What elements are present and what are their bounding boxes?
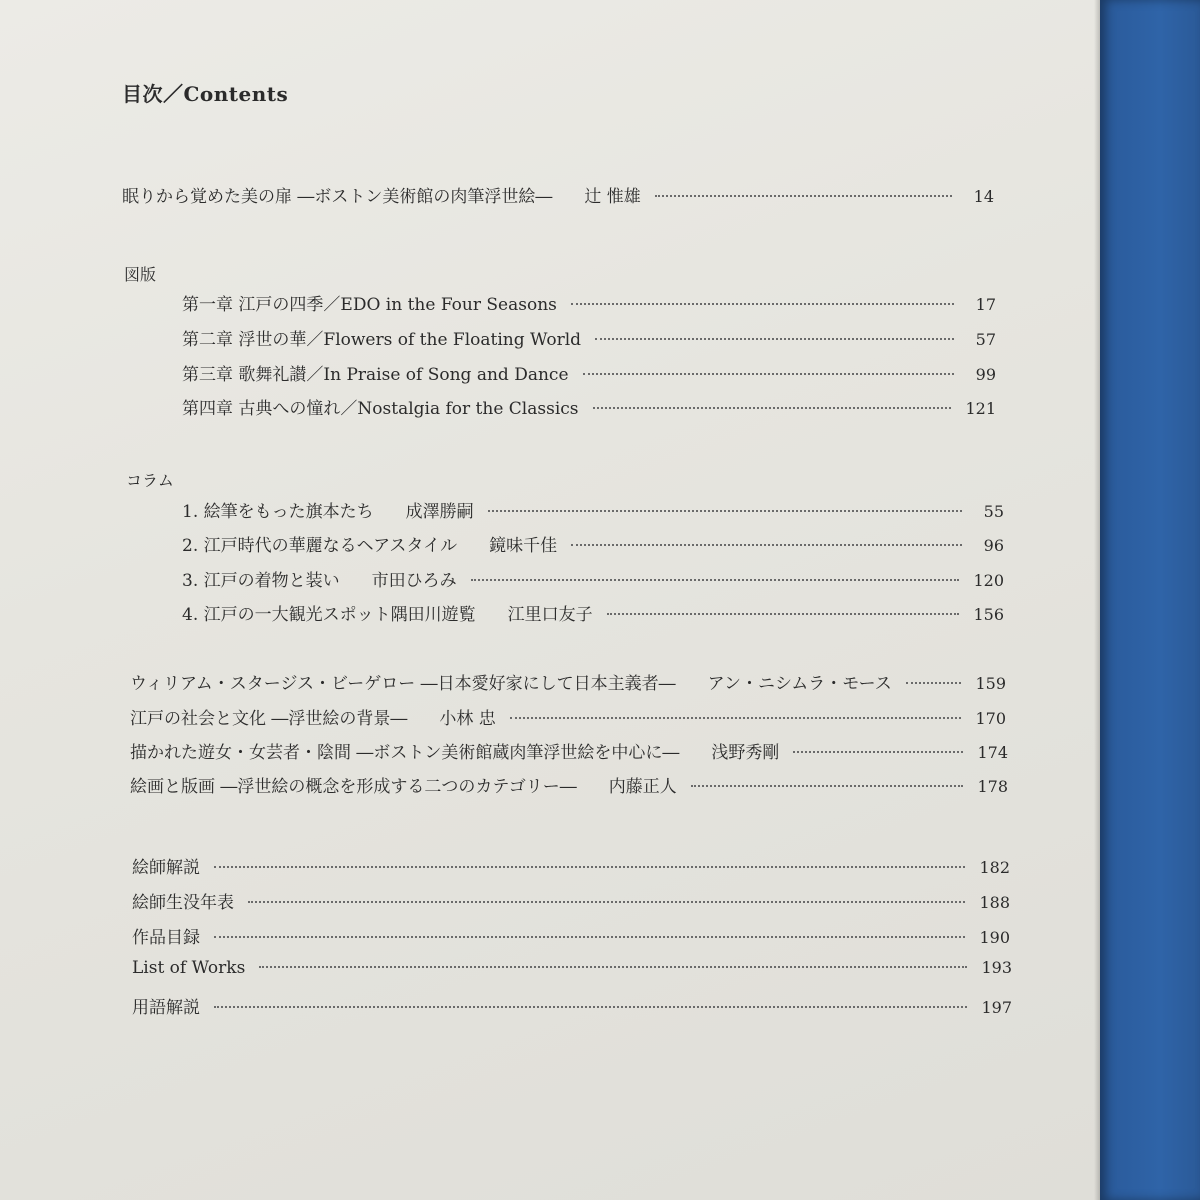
entry-author: 鏡味千佳 <box>489 536 558 556</box>
dot-leader <box>214 865 965 868</box>
entry-author: 辻 惟雄 <box>584 187 641 207</box>
entry-page: 14 <box>973 187 994 206</box>
entry-title: 第三章 歌舞礼讃／In Praise of Song and Dance <box>182 365 569 385</box>
dot-leader <box>471 578 960 581</box>
entry-page: 120 <box>973 571 1004 590</box>
entry-page: 57 <box>975 330 996 349</box>
toc-entry <box>182 531 1004 556</box>
dot-leader <box>214 1005 967 1008</box>
toc-entry <box>182 600 1004 625</box>
dot-leader <box>906 681 962 684</box>
entry-author: 小林 忠 <box>439 709 496 729</box>
entry-page: 99 <box>975 365 996 384</box>
dot-leader <box>510 716 962 719</box>
entry-page: 17 <box>975 295 996 314</box>
entry-title: 眠りから覚めた美の扉 ―ボストン美術館の肉筆浮世絵― <box>122 187 553 207</box>
dot-leader <box>691 784 964 787</box>
entry-title: 絵師解説 <box>132 858 200 878</box>
dot-leader <box>655 194 952 197</box>
entry-author: 市田ひろみ <box>371 571 457 591</box>
entry-title: 用語解説 <box>132 998 200 1018</box>
toc-entry <box>132 888 1010 913</box>
entry-page: 156 <box>973 605 1004 624</box>
entry-page: 55 <box>983 502 1004 521</box>
entry-title: 第四章 古典への憧れ／Nostalgia for the Classics <box>182 399 579 419</box>
toc-entry <box>132 923 1010 948</box>
dot-leader <box>593 406 952 409</box>
entry-author: 江里口友子 <box>507 605 593 625</box>
entry-page: 159 <box>975 674 1006 693</box>
entry-author: 浅野秀剛 <box>711 743 780 763</box>
entry-title: 絵画と版画 ―浮世絵の概念を形成する二つのカテゴリー― <box>130 777 577 797</box>
toc-entry <box>130 669 1006 694</box>
toc-entry <box>182 325 996 350</box>
section-title: コラム <box>126 471 174 490</box>
entry-page: 197 <box>981 998 1012 1017</box>
toc-entry <box>130 738 1008 763</box>
toc-entry <box>132 958 1012 978</box>
dot-leader <box>583 372 954 375</box>
entry-title: ウィリアム・スタージス・ビーゲロー ―日本愛好家にして日本主義者― <box>130 674 676 694</box>
entry-title: 3. 江戸の着物と装い <box>182 571 340 591</box>
dot-leader <box>259 965 967 968</box>
entry-page: 174 <box>977 743 1008 762</box>
toc-entry <box>122 182 994 207</box>
entry-page: 193 <box>981 958 1012 977</box>
entry-page: 178 <box>977 777 1008 796</box>
entry-page: 182 <box>979 858 1010 877</box>
entry-page: 96 <box>983 536 1004 555</box>
entry-title: 作品目録 <box>132 928 200 948</box>
dot-leader <box>607 612 960 615</box>
entry-title: 2. 江戸時代の華麗なるヘアスタイル <box>182 536 458 556</box>
entry-page: 170 <box>975 709 1006 728</box>
toc-entry <box>182 360 996 385</box>
dot-leader <box>488 509 962 512</box>
toc-entry <box>132 853 1010 878</box>
dot-leader <box>214 935 965 938</box>
entry-author: 内藤正人 <box>608 777 677 797</box>
toc-entry <box>132 993 1012 1018</box>
toc-entry <box>182 566 1004 591</box>
entry-page: 121 <box>965 399 996 418</box>
entry-page: 188 <box>979 893 1010 912</box>
entry-title: 第二章 浮世の華／Flowers of the Floating World <box>182 330 582 350</box>
entry-title: 1. 絵筆をもった旗本たち <box>182 502 374 522</box>
entry-title: 描かれた遊女・女芸者・陰間 ―ボストン美術館蔵肉筆浮世絵を中心に― <box>130 743 680 763</box>
toc-entry <box>130 704 1006 729</box>
entry-title: 江戸の社会と文化 ―浮世絵の背景― <box>130 709 408 729</box>
toc-entry <box>182 497 1004 522</box>
book-cover-binding <box>1100 0 1200 1200</box>
section-title: 図版 <box>124 265 157 284</box>
toc-entry <box>182 290 996 315</box>
entry-title: List of Works <box>132 958 246 978</box>
entry-author: アン・ニシムラ・モース <box>707 674 892 694</box>
dot-leader <box>793 750 963 753</box>
entry-title: 4. 江戸の一大観光スポット隅田川遊覧 <box>182 605 476 625</box>
entry-title: 絵師生没年表 <box>132 893 234 913</box>
entry-author: 成澤勝嗣 <box>405 502 474 522</box>
toc-heading: 目次／Contents <box>122 82 289 106</box>
entry-title: 第一章 江戸の四季／EDO in the Four Seasons <box>182 295 557 315</box>
dot-leader <box>571 543 962 546</box>
toc-entry <box>182 394 996 419</box>
toc-entry <box>130 772 1008 797</box>
dot-leader <box>571 302 954 305</box>
entry-page: 190 <box>979 928 1010 947</box>
dot-leader <box>595 337 954 340</box>
dot-leader <box>248 900 965 903</box>
